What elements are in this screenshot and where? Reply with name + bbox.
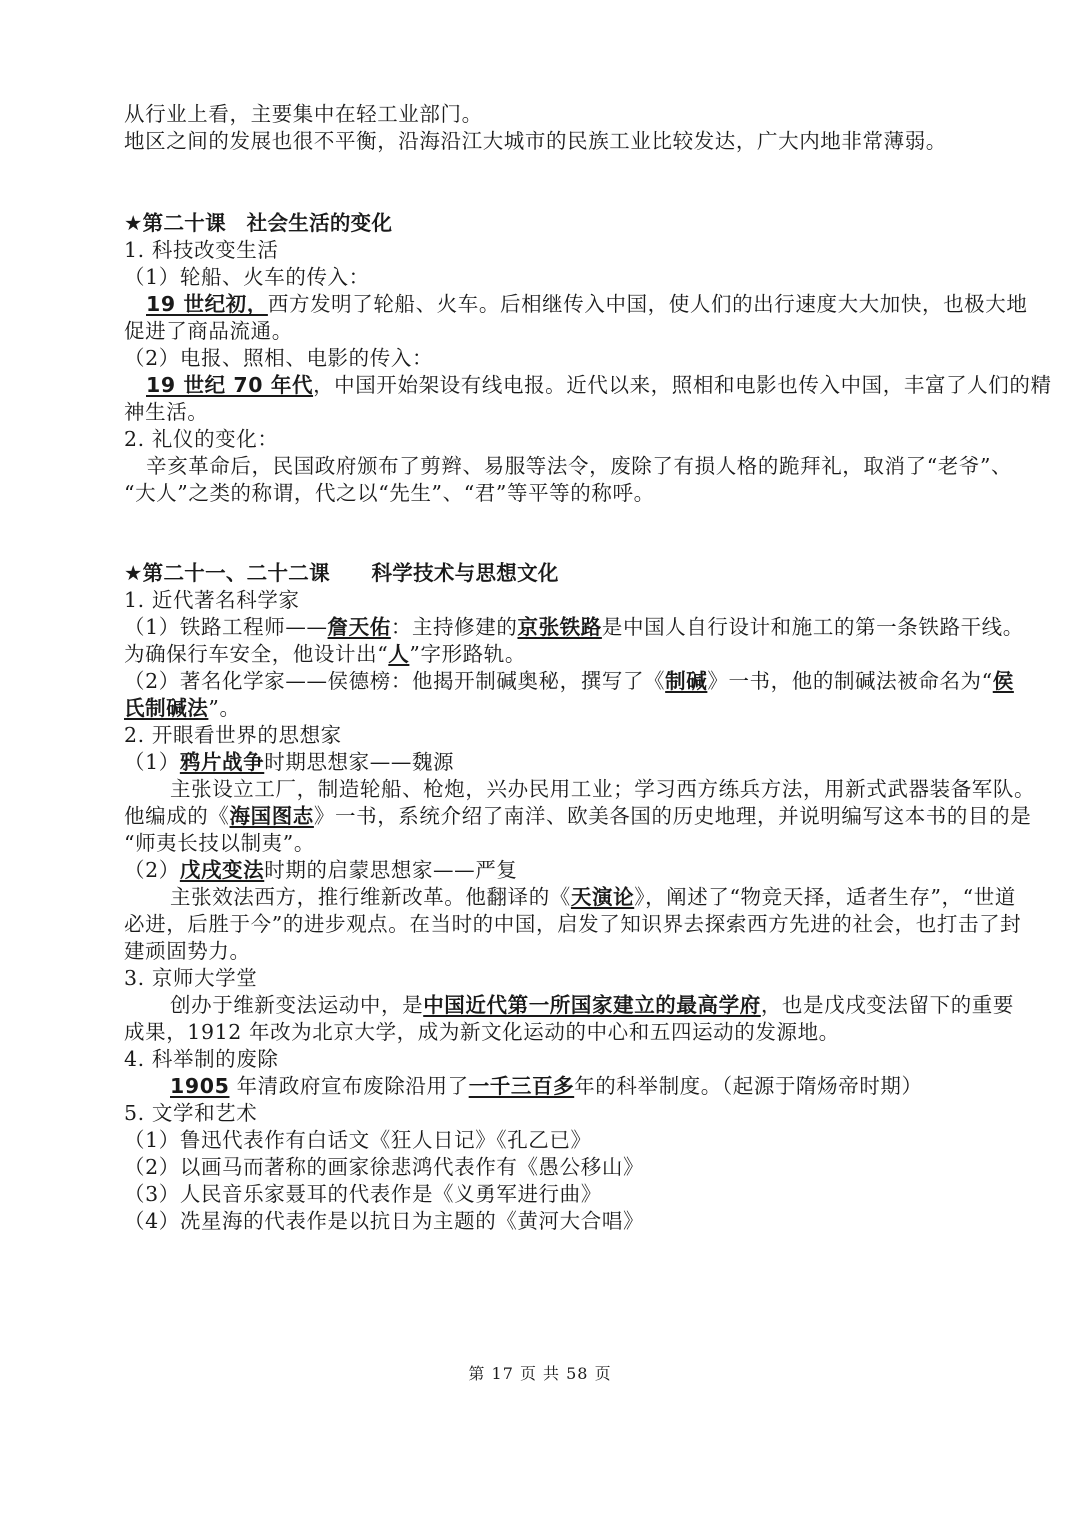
keyword: 天演论 [570,885,635,909]
lesson-20-item-1-2: （2）电报、照相、电影的传入： [124,346,434,370]
paragraph-line [170,992,1060,1019]
keyword: 鸦片战争 [179,750,265,774]
paragraph-line: 建顽固势力。 [124,939,251,963]
paragraph-line [170,884,1060,911]
text: 为确保行车安全，他设计出“ [124,642,389,666]
keyword: 19 世纪 70 年代 [146,373,314,397]
paragraph-line [146,372,1052,399]
list-item: （2）以画马而著称的画家徐悲鸿代表作有《愚公移山》 [124,1155,645,1179]
lesson-20-section-1: 1. 科技改变生活 [124,238,279,262]
text: 》一书，他的制碱法被命名为“ [707,669,993,693]
text: 西方发明了轮船、火车。后相继传入中国，使人们的出行速度大大加快，也极大地 [267,292,1028,316]
lesson-21-section-5: 5. 文学和艺术 [124,1101,258,1125]
paragraph-line [124,695,1014,722]
keyword: 氏制碱法 [124,696,209,720]
paragraph-line: 神生活。 [124,400,209,424]
lesson-20-item-1-1: （1）轮船、火车的传入： [124,265,370,289]
paragraph-line [124,749,1014,776]
paragraph-line [124,668,1014,695]
text: （1） [124,750,180,774]
paragraph-line: 主张设立工厂，制造轮船、枪炮，兴办民用工业；学习西方练兵方法，用新式武器装备军队。 [170,777,1036,801]
paragraph-line [124,614,1024,641]
paragraph-line: “大人”之类的称谓，代之以“先生”、“君”等平等的称呼。 [124,481,655,505]
keyword: 制碱 [665,669,708,693]
intro-line-2: 地区之间的发展也很不平衡，沿海沿江大城市的民族工业比较发达，广大内地非常薄弱。 [124,129,947,153]
text: 》一书，系统介绍了南洋、欧美各国的历史地理，并说明编写这本书的目的是 [313,804,1032,828]
paragraph-line: 成果，1912 年改为北京大学，成为新文化运动的中心和五四运动的发源地。 [124,1020,840,1044]
lesson-21-22-title: ★第二十一、二十二课 科学技术与思想文化 [124,561,559,585]
keyword: 人 [388,642,410,666]
text: ：主持修建的 [390,615,518,639]
text: 时期的启蒙思想家——严复 [264,858,518,882]
keyword: 戊戌变法 [179,858,265,882]
paragraph-line [146,291,1036,318]
paragraph-line: 必进，后胜于今”的进步观点。在当时的中国，启发了知识界去探索西方先进的社会，也打击了封 [124,912,1022,936]
lesson-20-title: ★第二十课 社会生活的变化 [124,211,393,235]
text: （2） [124,858,180,882]
keyword: 19 世纪初， [146,292,268,316]
keyword: 詹天佑 [327,615,391,639]
text: 他编成的《 [124,804,230,828]
text: 是中国人自行设计和施工的第一条铁路干线。 [601,615,1024,639]
keyword: 中国近代第一所国家建立的最高学府 [423,993,761,1017]
text: 年的科举制度。（起源于隋炀帝时期） [574,1074,923,1098]
lesson-21-section-3: 3. 京师大学堂 [124,966,258,990]
text: ”字形路轨。 [409,642,526,666]
paragraph-line [124,641,1014,668]
keyword: 海国图志 [229,804,314,828]
intro-line-1: 从行业上看，主要集中在轻工业部门。 [124,102,483,126]
lesson-21-section-4: 4. 科举制的废除 [124,1047,279,1071]
keyword: 一千三百多 [468,1074,575,1098]
text: ”。 [208,696,241,720]
list-item: （1）鲁迅代表作有白话文《狂人日记》《孔乙已》 [124,1128,592,1152]
lesson-21-section-1: 1. 近代著名科学家 [124,588,300,612]
text: ，中国开始架设有线电报。近代以来，照相和电影也传入中国，丰富了人们的精 [313,373,1052,397]
text: 时期思想家——魏源 [264,750,455,774]
list-item: （3）人民音乐家聂耳的代表作是《义勇军进行曲》 [124,1182,602,1206]
keyword: 1905 [170,1074,230,1098]
lesson-21-section-2: 2. 开眼看世界的思想家 [124,723,342,747]
text: 创办于维新变法运动中，是 [170,993,424,1017]
keyword: 京张铁路 [517,615,602,639]
paragraph-line [124,857,1014,884]
list-item: （4）冼星海的代表作是以抗日为主题的《黄河大合唱》 [124,1209,645,1233]
paragraph-line [170,1073,1060,1100]
text: ，也是戊戌变法留下的重要 [760,993,1015,1017]
text: 主张效法西方，推行维新改革。他翻译的《 [170,885,571,909]
text: （2）著名化学家——侯德榜：他揭开制碱奥秘，撰写了《 [124,669,666,693]
paragraph-line: 辛亥革命后，民国政府颁布了剪辫、易服等法令，废除了有损人格的跪拜礼，取消了“老爷”、 [146,454,1013,478]
page-number-footer: 第 17 页 共 58 页 [468,1364,612,1383]
keyword: 侯 [992,669,1014,693]
paragraph-line: 促进了商品流通。 [124,319,293,343]
lesson-20-section-2: 2. 礼仪的变化： [124,427,279,451]
paragraph-line [124,803,1032,830]
text: （1）铁路工程师—— [124,615,328,639]
text: 年清政府宣布废除沿用了 [229,1074,469,1098]
text: 》，阐述了“物竞天择，适者生存”，“世道 [634,885,1016,909]
paragraph-line: “师夷长技以制夷”。 [124,831,315,855]
